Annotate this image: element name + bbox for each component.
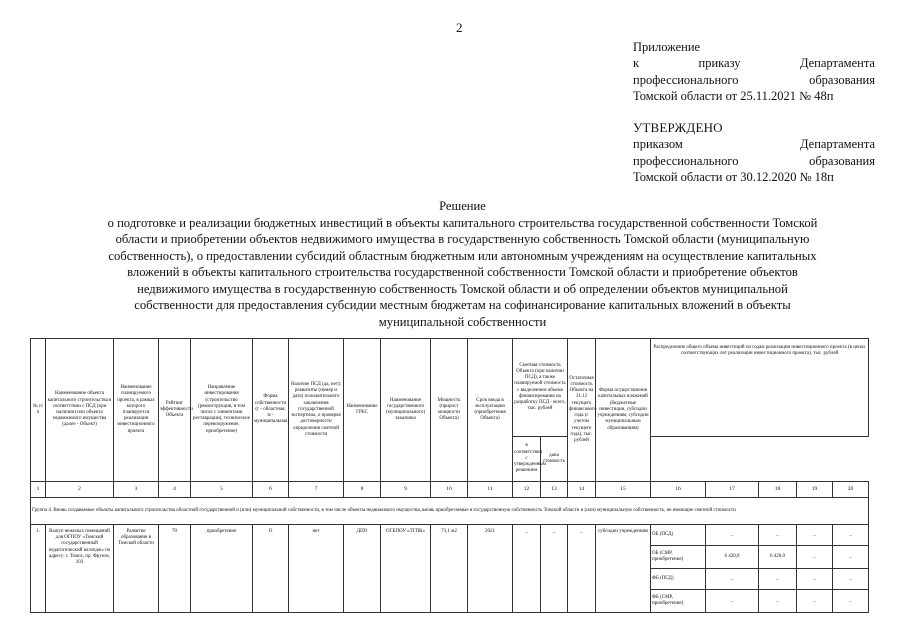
fin-2022: _ <box>797 569 833 590</box>
row-est-current: _ <box>513 525 541 613</box>
appendix-block <box>633 39 875 104</box>
column-number: 14 <box>568 482 596 498</box>
fin-2021: _ <box>759 569 797 590</box>
approved-line: приказом Департамента <box>633 137 875 152</box>
column-number: 19 <box>797 482 833 498</box>
fin-total: _ <box>706 569 759 590</box>
approved-block <box>633 120 875 185</box>
fin-source: ФБ (ПСД) <box>651 569 706 590</box>
row-term: 2021 <box>468 525 513 613</box>
row-ownership: О <box>253 525 289 613</box>
header-capacity: Мощность (прирост мощности Объекта) <box>431 339 468 482</box>
decision-line: вложений в объекты капитального строительства государственной собственности Томской области и приобретение объектов <box>127 265 798 279</box>
decision-line: собственности для предоставления субсидии местным бюджетам на софинансирование капитальных вложений в объекты <box>134 298 791 312</box>
row-psd: нет <box>289 525 344 613</box>
header-efficiency: Рейтинг эффективности Объекта <box>159 339 191 482</box>
row-grbs: ДПО <box>344 525 381 613</box>
header-estimate: Сметная стоимость Объекта (при наличии ПСД), а также планируемой стоимость с выделением объема финансирования на разработку ПСД - всего, тыс. рублей <box>513 339 568 437</box>
column-number: 4 <box>159 482 191 498</box>
row-customer: ОГБПОУ «ТГПК» <box>381 525 431 613</box>
row-direction: приобретение <box>191 525 253 613</box>
header-ownership: Форма собственности (г - областная, м - муниципальная) <box>253 339 289 482</box>
appendix-line: к приказу Департамента <box>633 56 875 71</box>
approved-heading: УТВЕРЖДЕНО <box>633 120 723 135</box>
column-number: 2 <box>46 482 114 498</box>
group-row: Группа 4. Вновь создаваемые объекты капитального строительства областной государственной и (или) муниципальной собственности, в том числе объекты недвижимого имущества, вновь приобретаемые в государственную собственность Томской области и (или) муниципальную собственность, не имеющие сметной стоимости <box>31 498 869 525</box>
appendix-line: профессионального образования <box>633 72 875 87</box>
column-number: 3 <box>114 482 159 498</box>
fin-2021: 6 420,0 <box>759 546 797 569</box>
decision-line: области и приобретении объектов недвижимого имущества в государственную собственность Томской области (муниципальную <box>115 232 810 246</box>
header-customer: Наименование государственного (муниципального) заказчика <box>381 339 431 482</box>
row-form: субсидии учреждениям <box>596 525 651 613</box>
fin-total: 6 420,0 <box>706 546 759 569</box>
row-num: 1. <box>31 525 46 613</box>
column-number: 12 <box>513 482 541 498</box>
column-number: 20 <box>833 482 869 498</box>
header-grbs: Наименование ГРБС <box>344 339 381 482</box>
header-term: Срок ввода в эксплуатацию (приобретения Объекта) <box>468 339 513 482</box>
appendix-line: Приложение <box>633 40 701 54</box>
column-number: 9 <box>381 482 431 498</box>
column-number: 10 <box>431 482 468 498</box>
column-number: 18 <box>759 482 797 498</box>
appendix-line: Томской области от 25.11.2021 № 48п <box>633 88 834 103</box>
fin-2023: _ <box>833 546 869 569</box>
header-object-name: Наименование объекта капитального строительства в соответствии с ПСД (при наличии) или объекта недвижимого имущества (далее - Объект) <box>46 339 114 482</box>
decision-heading <box>40 198 885 330</box>
row-capacity: 73,1 м2 <box>431 525 468 613</box>
decision-line: муниципальной собственности <box>378 314 547 329</box>
header-direction: Направление инвестирования (строительство (реконструкция, в том числе с элементами реставрации), техническое перевооружение, приобретение) <box>191 339 253 482</box>
column-number: 11 <box>468 482 513 498</box>
fin-2022: _ <box>797 525 833 546</box>
approved-line: Томской области от 30.12.2020 № 18п <box>633 169 834 184</box>
fin-2022: _ <box>797 590 833 613</box>
row-object-name: Выкуп нежилых помещений для ОГПОУ «Томский государственный педагогический колледж» по адресу: г. Томск, пр. Фрунзе, 103 <box>46 525 114 613</box>
column-number: 13 <box>541 482 568 498</box>
column-number: 1 <box>31 482 46 498</box>
row-efficiency: 70 <box>159 525 191 613</box>
row-planned-project: Развитие образования в Томской области <box>114 525 159 613</box>
fin-2023: _ <box>833 590 869 613</box>
approved-line: профессионального образования <box>633 153 875 168</box>
fin-source: ФБ (СМР, приобретение) <box>651 590 706 613</box>
decision-line: недвижимого имущества в государственную собственность Томской области и об определении объектов муниципальной <box>137 281 788 296</box>
header-distribution: Распределение общего объема инвестиций по годам реализации инвестиционного проекта (в ценах соответствующих лет реализации инвестиционного проекта), тыс. рублей <box>651 339 869 437</box>
column-number: 5 <box>191 482 253 498</box>
fin-2023: _ <box>833 525 869 546</box>
header-form: Форма осуществления капитальных вложений (бюджетные инвестиции, субсидии учреждениям, субсидии муниципальным образованиям) <box>596 339 651 482</box>
header-est-current: в соответствии с утвержденным решением <box>513 437 541 482</box>
fin-total: _ <box>706 525 759 546</box>
header-planned-project: Наименование планируемого проекта, в рамках которого планируется реализация инвестиционного проекта <box>114 339 159 482</box>
column-number: 16 <box>651 482 706 498</box>
investment-table <box>30 338 869 613</box>
row-remaining: _ <box>568 525 596 613</box>
fin-2021: _ <box>759 590 797 613</box>
header-psd: Наличие ПСД (да, нет); реквизиты (номер и дата) положительного заключения государственной экспертизы, о проверке достоверности определения сметной стоимости <box>289 339 344 482</box>
header-remaining: Остаточная стоимость Объекта на 31.12 текущего финансового года (с учетом текущего года), тыс. рублей <box>568 339 596 482</box>
decision-line: о подготовке и реализации бюджетных инвестиций в объекты капитального строительства государственной собственности Томской <box>107 215 818 230</box>
fin-2021: _ <box>759 525 797 546</box>
column-number: 8 <box>344 482 381 498</box>
fin-source: ОБ (ПСД) <box>651 525 706 546</box>
fin-total: _ <box>706 590 759 613</box>
column-number: 15 <box>596 482 651 498</box>
fin-source: ОБ (СМР, приобретение) <box>651 546 706 569</box>
column-number: 17 <box>706 482 759 498</box>
page-number: 2 <box>456 20 463 35</box>
decision-line: собственность), о предоставлении субсидий областным бюджетным или автономным учреждениям на осуществление капитальных <box>108 248 817 263</box>
header-est-prices: дана стоимость <box>541 437 568 482</box>
decision-title: Решение <box>439 199 486 213</box>
fin-2023: _ <box>833 569 869 590</box>
column-number: 7 <box>289 482 344 498</box>
row-est-prices: _ <box>541 525 568 613</box>
fin-2022: _ <box>797 546 833 569</box>
column-number: 6 <box>253 482 289 498</box>
header-num: № п/п <box>31 339 46 482</box>
